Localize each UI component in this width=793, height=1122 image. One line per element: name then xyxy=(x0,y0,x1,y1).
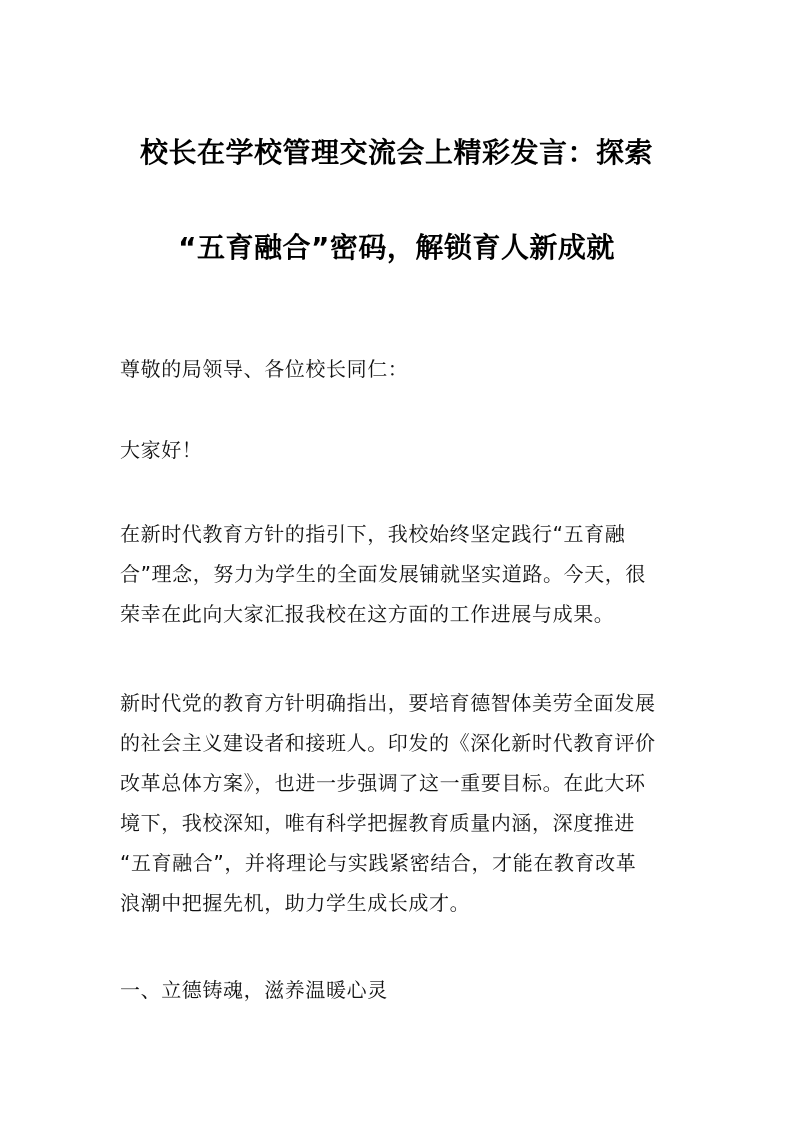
document-title-line-1: 校长在学校管理交流会上精彩发言：探索 xyxy=(139,136,653,169)
salutation: 尊敬的局领导、各位校长同仁： xyxy=(120,357,409,381)
greeting: 大家好！ xyxy=(120,438,203,462)
paragraph-line: “五育融合”，并将理论与实践紧密结合，才能在教育改革 xyxy=(120,851,637,875)
paragraph-line: 改革总体方案》，也进一步强调了这一重要目标。在此大环 xyxy=(120,771,646,795)
paragraph-line: 浪潮中把握先机，助力学生成长成才。 xyxy=(120,891,471,915)
paragraph-line: 合”理念，努力为学生的全面发展铺就坚实道路。今天，很 xyxy=(120,562,646,586)
paragraph-line: 在新时代教育方针的指引下，我校始终坚定践行“五育融 xyxy=(120,522,626,546)
paragraph-intro xyxy=(120,514,675,634)
paragraph-line: 境下，我校深知，唯有科学把握教育质量内涵，深度推进 xyxy=(120,811,635,835)
document-title-line-2: “五育融合”密码，解锁育人新成就 xyxy=(178,231,615,264)
paragraph-line: 的社会主义建设者和接班人。印发的《深化新时代教育评价 xyxy=(120,731,656,755)
paragraph-policy xyxy=(120,683,675,923)
paragraph-line: 荣幸在此向大家汇报我校在这方面的工作进展与成果。 xyxy=(120,602,615,626)
section-heading: 一、立德铸魂，滋养温暖心灵 xyxy=(120,978,388,1002)
paragraph-line: 新时代党的教育方针明确指出，要培育德智体美劳全面发展 xyxy=(120,691,656,715)
